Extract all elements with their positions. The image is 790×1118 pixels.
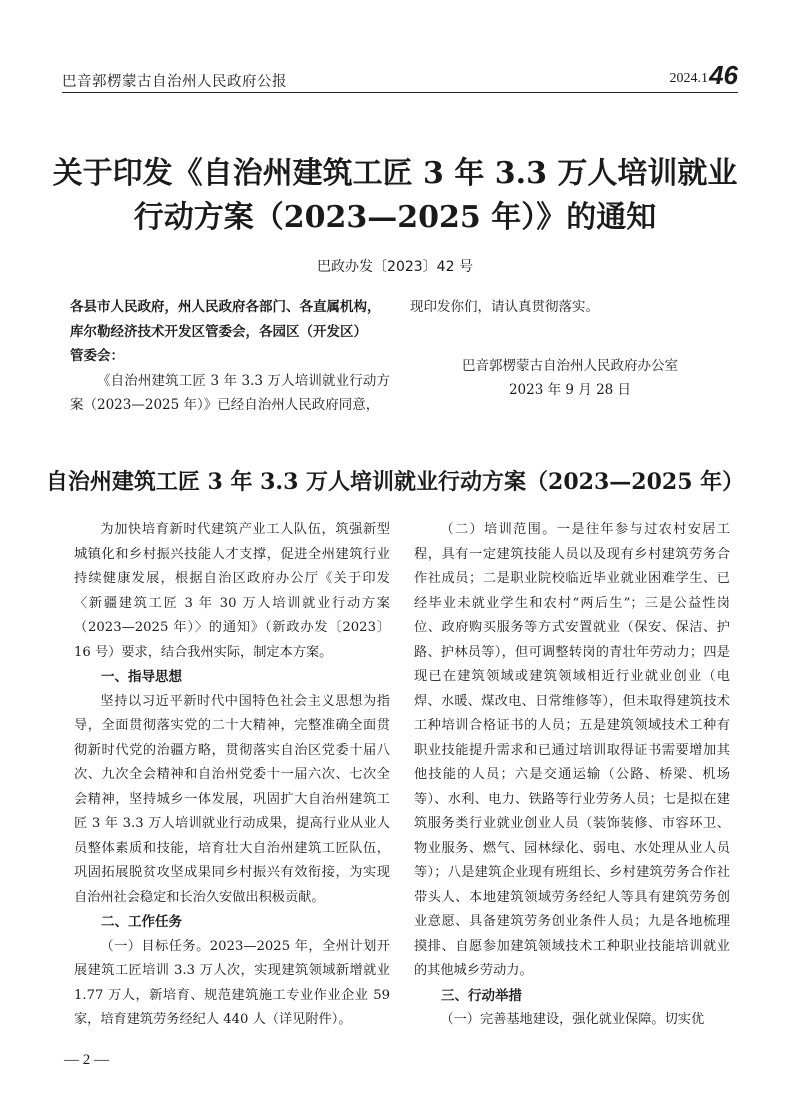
notice-body-continued: 现印发你们，请认真贯彻落实。 — [410, 299, 599, 315]
addressee-line-1: 各县市人民政府，州人民政府各部门、各直属机构， — [70, 299, 381, 315]
page-footer-number: — 2 — — [64, 1052, 109, 1068]
journal-header — [62, 62, 738, 93]
section-3-item-1: （一）完善基地建设，强化就业保障。切实优 — [440, 1012, 705, 1027]
plan-title: 自治州建筑工匠 3 年 3.3 万人培训就业行动方案（2023—2025 年） — [45, 469, 745, 495]
issue-number: 2024.1 — [669, 71, 708, 86]
section-heading-2: 二、工作任务 — [101, 914, 182, 930]
section-1-body: 坚持以习近平新时代中国特色社会主义思想为指导，全面贯彻落实党的二十大精神，完整准确全面贯彻新时代党的治疆方略，贯彻落实自治区党委十届八次、九次全会精神和自治州党委十一届六次、七次全会精神，坚持城乡一体发展，巩固扩大自治州建筑工匠 3 年 3.3 万人培训就业行动成果，提高行业从业人员整体素质和技能，培育壮大自治州建筑工匠队伍，巩固拓展脱贫攻坚成果同乡村振兴有效衔接，为实现自治州社会稳定和长治久安做出积极贡献。 — [74, 693, 390, 905]
addressee-line-3: 管委会： — [70, 348, 124, 364]
section-heading-1: 一、指导思想 — [101, 669, 182, 685]
plan-intro: 为加快培育新时代建筑产业工人队伍，筑强新型城镇化和乡村振兴技能人才支撑，促进全州建筑行业持续健康发展，根据自治区政府办公厅《关于印发〈新疆建筑工匠 3 年 30 万人培训就业行动方案（2023—2025 年）〉的通知》（新政办发〔2023〕16 号）要求，结合我州实际，制定本方案。 — [74, 522, 390, 660]
addressee-line-2: 库尔勒经济技术开发区管委会，各园区（开发区） — [70, 323, 367, 340]
journal-name: 巴音郭楞蒙古自治州人民政府公报 — [62, 74, 287, 90]
notice-right-column — [410, 295, 730, 403]
section-2-item-2: （二）培训范围。一是往年参与过农村安居工程，具有一定建筑技能人员以及现有乡村建筑劳务合作社成员；二是职业院校临近毕业就业困难学生、已经毕业未就业学生和农村“两后生”；三是公益性岗位、政府购买服务等方式安置就业（保安、保洁、护路、护林员等），但可调整转岗的青壮年劳动力；四是现已在建筑领域或建筑领域相近行业就业创业（电焊、水暖、煤改电、日常维修等），但未取得建筑技术工种培训合格证书的人员；五是建筑领域技术工种有职业技能提升需求和已通过培训取得证书需要增加其他技能的人员；六是交通运输（公路、桥梁、机场等）、水利、电力、铁路等行业劳务人员；七是拟在建筑服务类行业就业创业人员（装饰装修、市容环卫、物业服务、燃气、园林绿化、弱电、水处理从业人员等）；八是建筑企业现有班组长、乡村建筑劳务合作社带头人、本地建筑领域劳务经纪人等具有建筑劳务创业意愿、具备建筑劳务创业条件人员；九是各地梳理摸排、自愿参加建筑领域技术工种职业技能培训就业的其他城乡劳动力。 — [414, 522, 730, 978]
issue-date: 2023 年 9 月 28 日 — [508, 382, 632, 398]
notice-title-line-1: 关于印发《自治州建筑工匠 3 年 3.3 万人培训就业 — [52, 156, 738, 191]
plan-right-column — [414, 518, 730, 1033]
document-number: 巴政办发〔2023〕42 号 — [317, 259, 473, 275]
notice-left-column — [70, 295, 390, 418]
journal-page-number: 46 — [709, 60, 738, 90]
section-2-item-1: （一）目标任务。2023—2025 年，全州计划开展建筑工匠培训 3.3 万人次，实现建筑领域新增就业 1.77 万人，新培育、规范建筑施工专业作业企业 59 家，培育建筑劳务经纪人 440 人（详见附件）。 — [74, 938, 390, 1027]
notice-body: 《自治州建筑工匠 3 年 3.3 万人培训就业行动方案（2023—2025 年）》已经自治州人民政府同意， — [70, 372, 390, 413]
section-heading-3: 三、行动举措 — [441, 987, 522, 1004]
plan-left-column — [74, 518, 390, 1033]
notice-title-line-2: 行动方案（2023—2025 年）》的通知 — [133, 200, 657, 235]
issuing-office: 巴音郭楞蒙古自治州人民政府办公室 — [462, 357, 678, 374]
